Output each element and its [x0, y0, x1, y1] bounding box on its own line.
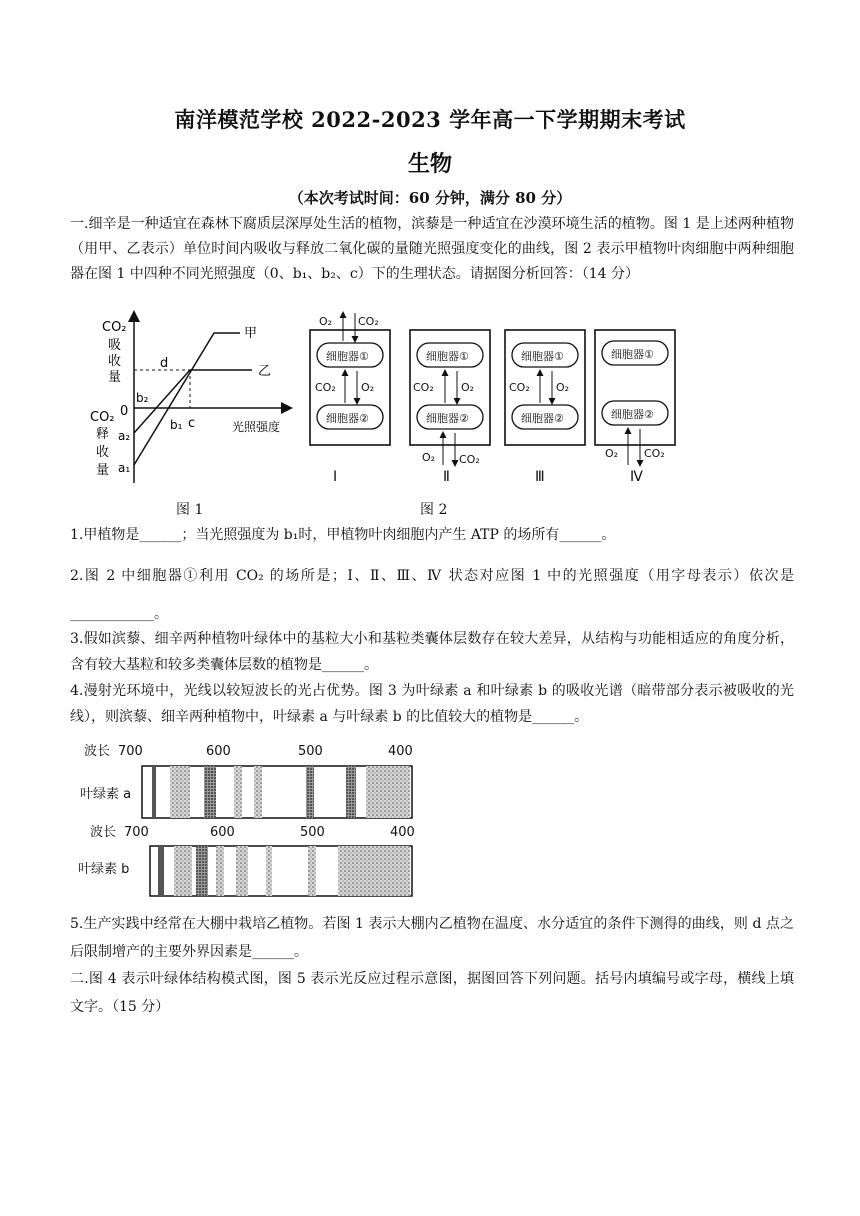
fig2-state-2: Ⅱ: [443, 469, 450, 485]
fig2-p3-org1: 细胞器①: [521, 350, 564, 363]
fig3-tick-400-a: 400: [388, 744, 413, 759]
question-5: 5.生产实践中经常在大棚中栽培乙植物。若图 1 表示大棚内乙植物在温度、水分适宜的条件下测得的曲线，则 d 点之后限制增产的主要外界因素是______。: [70, 916, 794, 960]
fig2-p2-bot-co2: CO₂: [459, 453, 480, 466]
fig2-p1-top-o2: O₂: [319, 315, 333, 328]
fig1-ylabel-top-1: 吸: [108, 338, 122, 353]
fig2-p1-o2: O₂: [361, 381, 375, 394]
question-2: 2.图 2 中细胞器①利用 CO₂ 的场所是；Ⅰ、Ⅱ、Ⅲ、Ⅳ 状态对应图 1 中的光照强度（用字母表示）依次是____________。: [70, 568, 794, 622]
fig2-state-1: Ⅰ: [333, 469, 338, 485]
fig2-state-3: Ⅲ: [535, 469, 545, 485]
fig2-p2-org2: 细胞器②: [426, 412, 469, 425]
fig1-ylabel-top-2: 收: [108, 354, 122, 369]
fig1-xlabel: 光照强度: [232, 420, 281, 434]
fig1-ylabel-top-0: CO₂: [102, 320, 127, 335]
exam-info: （本次考试时间：60 分钟，满分 80 分）: [288, 189, 572, 207]
figure3-spectrum: [76, 738, 426, 900]
fig2-p2-o2: O₂: [461, 381, 475, 394]
fig2-p1-co2: CO₂: [315, 381, 336, 394]
fig2-p1-org2: 细胞器②: [326, 412, 369, 425]
fig2-p4-org1: 细胞器①: [611, 348, 654, 361]
section2-intro: 二.图 4 表示叶绿体结构模式图，图 5 表示光反应过程示意图，据图回答下列问题。括号内填编号或字母，横线上填文字。（15 分）: [70, 971, 794, 1015]
fig1-curve-jia: [134, 333, 240, 465]
fig1-ylabel-bot-1: 释: [96, 427, 110, 442]
fig2-p3-org2: 细胞器②: [521, 412, 564, 425]
fig1-point-b1: b₁: [170, 418, 183, 432]
fig2-p4-bot-o2: O₂: [605, 447, 619, 460]
fig1-label-yi: 乙: [258, 364, 272, 379]
fig1-ylabel-bot-3: 量: [96, 463, 110, 478]
fig3-tick-500-a: 500: [298, 744, 323, 759]
fig1-point-d: d: [160, 356, 169, 371]
fig1-point-a1: a₁: [118, 461, 131, 475]
fig2-p1-org1: 细胞器①: [326, 350, 369, 363]
fig2-p2-co2: CO₂: [413, 381, 434, 394]
fig3-tick-700-a: 700: [118, 744, 143, 759]
fig1-point-c: c: [188, 416, 196, 431]
fig1-label-jia: 甲: [244, 326, 258, 341]
fig3-wl-label-a: 波长: [84, 744, 111, 759]
section1-intro: 一.细辛是一种适宜在森林下腐质层深厚处生活的植物，滨藜是一种适宜在沙漠环境生活的植物。图 1 是上述两种植物（用甲、乙表示）单位时间内吸收与释放二氧化碳的量随光照强度变化的曲线，图 2 表示甲植物叶肉细胞中两种细胞器在图 1 中四种不同光照强度（0、b₁、b₂、c）下的生理状态。请据图分析回答：（14 分）: [70, 216, 794, 282]
fig3-row-a: 叶绿素 a: [80, 787, 132, 802]
fig2-p1-top-co2: CO₂: [358, 315, 379, 328]
fig1-point-a2: a₂: [118, 429, 131, 443]
figure2-caption: 图 2: [420, 502, 448, 518]
fig2-p4-org2: 细胞器②: [611, 408, 654, 421]
subject-title: 生物: [407, 151, 452, 177]
fig2-state-4: Ⅳ: [630, 469, 643, 485]
figure2-diagram: [305, 305, 690, 490]
fig1-point-b2: b₂: [136, 391, 149, 405]
fig3-tick-600-b: 600: [210, 825, 235, 840]
fig3-tick-600-a: 600: [206, 744, 231, 759]
fig3-tick-500-b: 500: [300, 825, 325, 840]
fig3-tick-700-b: 700: [124, 825, 149, 840]
question-1: 1.甲植物是______；当光照强度为 b₁时，甲植物叶肉细胞内产生 ATP 的场所有______。: [70, 527, 616, 543]
fig2-p2-bot-o2: O₂: [422, 451, 436, 464]
fig2-p4-bot-co2: CO₂: [644, 447, 665, 460]
fig1-origin: 0: [120, 404, 129, 419]
fig1-ylabel-bot-2: 收: [96, 445, 110, 460]
question-4: 4.漫射光环境中，光线以较短波长的光占优势。图 3 为叶绿素 a 和叶绿素 b 的吸收光谱（暗带部分表示被吸收的光线），则滨藜、细辛两种植物中，叶绿素 a 与叶绿素 b 的比值较大的植物是______。: [70, 683, 794, 725]
exam-title: 南洋模范学校 2022-2023 学年高一下学期期末考试: [174, 107, 686, 132]
fig1-ylabel-top-3: 量: [108, 370, 122, 385]
fig3-tick-400-b: 400: [390, 825, 415, 840]
fig2-p2-org1: 细胞器①: [426, 350, 469, 363]
fig3-wl-label-b: 波长: [90, 825, 117, 840]
fig2-p3-co2: CO₂: [509, 381, 530, 394]
figure1-graph: [72, 305, 302, 485]
question-3: 3.假如滨藜、细辛两种植物叶绿体中的基粒大小和基粒类囊体层数存在较大差异，从结构与功能相适应的角度分析，含有较大基粒和较多类囊体层数的植物是______。: [70, 631, 794, 673]
figure1-caption: 图 1: [176, 502, 204, 518]
fig2-p3-o2: O₂: [556, 381, 570, 394]
fig3-row-b: 叶绿素 b: [78, 862, 130, 877]
fig1-ylabel-bot-0: CO₂: [90, 410, 115, 425]
